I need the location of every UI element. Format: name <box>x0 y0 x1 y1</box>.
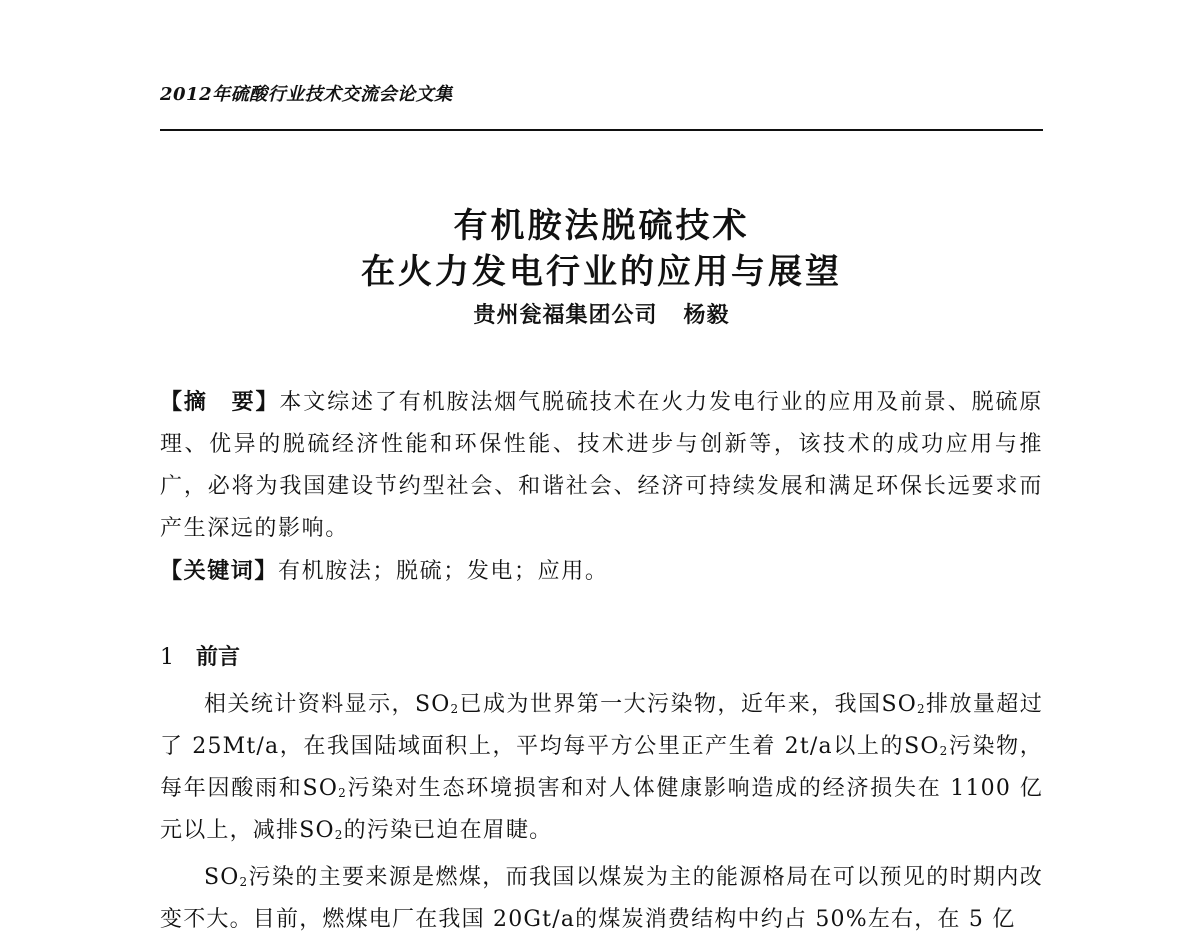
text-run: 已成为世界第一大污染物，近年来，我国SO <box>459 692 917 717</box>
text-run: 污染对生态环境损害和对人体健康影响造成的经济损失在 1100 亿元以上，减排SO <box>160 776 1043 843</box>
subscript: 2 <box>939 744 949 758</box>
body-paragraph-1 <box>160 684 1043 852</box>
subscript: 2 <box>450 702 460 716</box>
subscript: 2 <box>334 828 344 842</box>
text-run: 污染的主要来源是燃煤，而我国以煤炭为主的能源格局在可以预见的时期内改变不大。目前，燃煤电厂在我国 20Gt/a的煤炭消费结构中约占 50%左右，在 5 亿 <box>160 865 1043 932</box>
section-title: 前言 <box>196 644 241 670</box>
section-number: 1 <box>160 645 174 670</box>
abstract-label: 【摘 要】 <box>160 389 280 415</box>
header-rule <box>160 129 1043 131</box>
abstract-text: 本文综述了有机胺法烟气脱硫技术在火力发电行业的应用及前景、脱硫原理、优异的脱硫经济性能和环保性能、技术进步与创新等，该技术的成功应用与推广，必将为我国建设节约型社会、和谐社会、经济可持续发展和满足环保长远要求而产生深远的影响。 <box>160 390 1043 541</box>
abstract <box>160 381 1043 550</box>
subscript: 2 <box>239 875 249 889</box>
keywords-label: 【关键词】 <box>160 558 279 584</box>
subscript: 2 <box>916 702 926 716</box>
paper-title-line-1: 有机胺法脱硫技术 <box>453 206 750 246</box>
section-heading <box>160 640 240 671</box>
running-header: 2012年硫酸行业技术交流会论文集 <box>160 84 453 105</box>
paper-title-line-2: 在火力发电行业的应用与展望 <box>361 252 842 292</box>
subscript: 2 <box>338 786 347 800</box>
text-run: 污染物，每年因酸雨和SO <box>160 734 1043 801</box>
keywords-text: 有机胺法；脱硫；发电；应用。 <box>278 559 609 584</box>
text-run: 的污染已迫在眉睫。 <box>343 818 553 843</box>
text-run: SO <box>204 865 240 890</box>
keywords <box>160 550 1043 593</box>
author-name: 杨毅 <box>683 302 730 328</box>
byline <box>160 298 1043 329</box>
text-run: 相关统计资料显示，SO <box>204 692 451 717</box>
author-organization: 贵州瓮福集团公司 <box>473 302 658 328</box>
text-run: 排放量超过了 25Mt/a，在我国陆域面积上，平均每平方公里正产生着 2t/a以上的SO <box>160 692 1044 759</box>
body-paragraph-2 <box>160 857 1043 941</box>
